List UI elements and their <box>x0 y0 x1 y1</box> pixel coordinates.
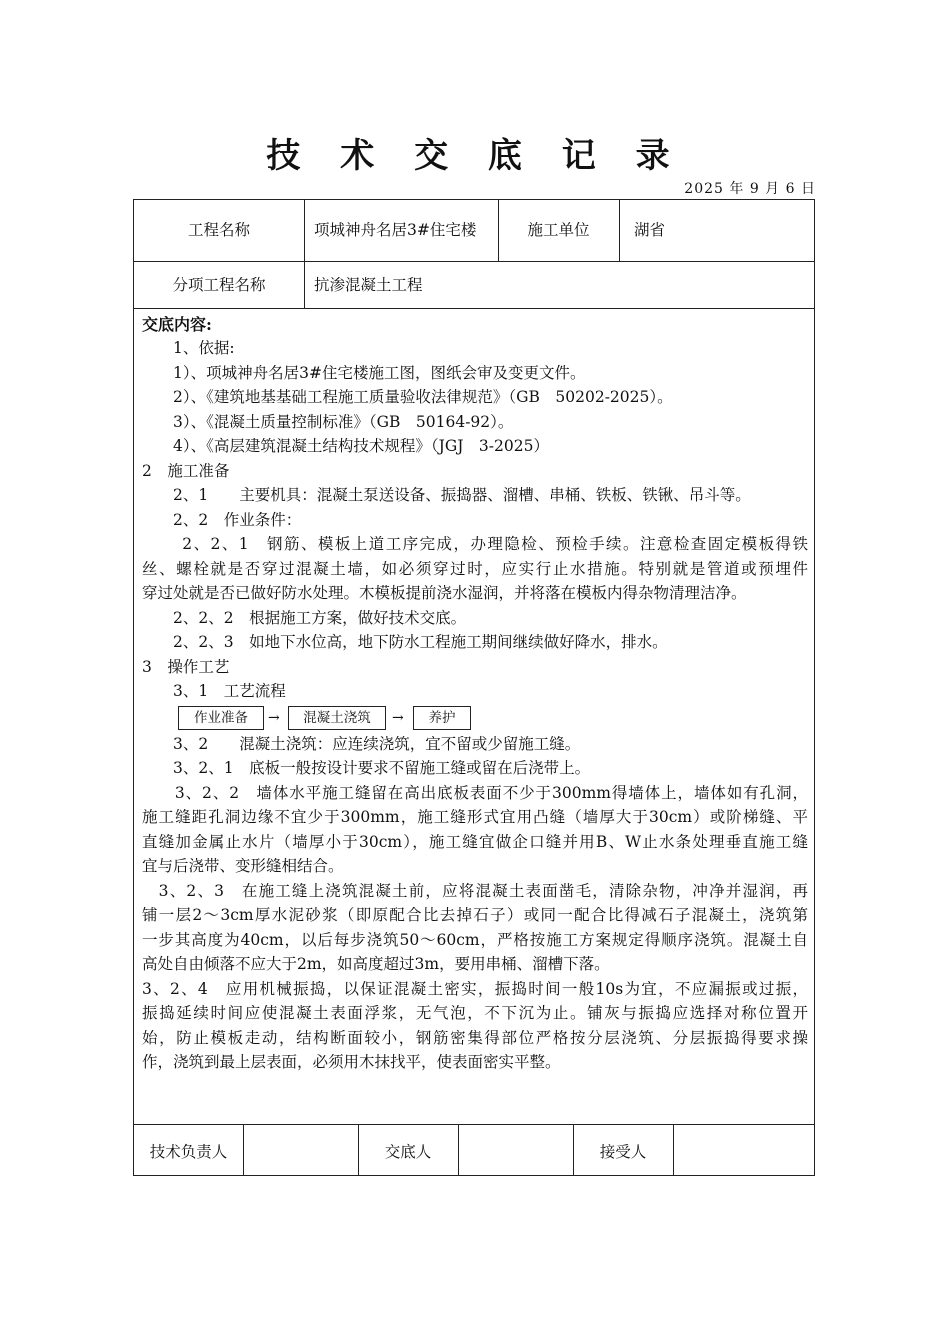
content-line: 2、1 主要机具：混凝土泵送设备、振捣器、溜槽、串桶、铁板、铁锹、吊斗等。 <box>142 486 751 504</box>
content-lines-b <box>142 732 808 1075</box>
process-flow <box>142 706 808 732</box>
col-divider <box>458 1124 459 1176</box>
content-line: 丝、螺栓就是否穿过混凝土墙，如必须穿过时，应实行止水措施。特别就是管道或预埋件 <box>142 559 808 578</box>
content-line: 2、2、2 根据施工方案，做好技术交底。 <box>142 608 467 627</box>
flow-step: 养护 <box>413 706 471 730</box>
row-divider <box>134 1124 814 1125</box>
row-divider <box>134 261 814 262</box>
receiver-label: 接受人 <box>599 1143 647 1161</box>
content-line: 铺一层2～3cm厚水泥砂浆（即原配合比去掉石子）或同一配合比得减石子混凝土，浇筑第 <box>142 906 808 924</box>
content-line: 3、2、3 在施工缝上浇筑混凝土前，应将混凝土表面凿毛，清除杂物，冲净并湿润，再 <box>142 881 808 900</box>
arrow-right-icon: → <box>392 709 404 726</box>
contractor-value: 湖省 <box>634 221 666 239</box>
content-line: 4）、《高层建筑混凝土结构技术规程》（JGJ 3-2025） <box>142 437 549 455</box>
content-line: 3、2、1 底板一般按设计要求不留施工缝或留在后浇带上。 <box>142 759 591 777</box>
content-lines-a <box>142 336 808 704</box>
content-heading: 交底内容: <box>142 315 212 334</box>
content-line: 2、2 作业条件： <box>142 510 302 529</box>
content-line: 1、依据: <box>142 339 235 357</box>
content-line: 施工缝距孔洞边缘不宜少于300mm，施工缝形式宜用凸缝（墙厚大于30cm）或阶梯缝、平 <box>142 808 808 826</box>
page-title: 技 术 交 底 记 录 <box>266 136 684 176</box>
record-date: 2025 年 9 月 6 日 <box>684 181 816 197</box>
content-line: 穿过处就是否已做好防水处理。木模板提前浇水湿润，并将落在模板内得杂物清理洁净。 <box>142 584 747 602</box>
tech-lead-label: 技术负责人 <box>149 1143 228 1161</box>
content-line: 3、2 混凝土浇筑：应连续浇筑，宜不留或少留施工缝。 <box>142 734 581 753</box>
content-line: 始，防止模板走动，结构断面较小，钢筋密集得部位严格按分层浇筑、分层振捣得要求操 <box>142 1028 808 1047</box>
content-line: 3、1 工艺流程 <box>142 682 286 700</box>
content-line: 宜与后浇带、变形缝相结合。 <box>142 857 344 875</box>
content-line: 直缝加金属止水片（墙厚小于30cm），施工缝宜做企口缝并用B、W止水条处理垂直施工缝 <box>142 832 808 851</box>
subproject-value: 抗渗混凝土工程 <box>314 276 423 294</box>
content-line: 高处自由倾落不应大于2m，如高度超过3m，要用串桶、溜槽下落。 <box>142 955 610 973</box>
content-line: 3 操作工艺 <box>142 657 230 676</box>
project-name-value: 项城神舟名居3#住宅楼 <box>314 221 477 239</box>
row-divider <box>134 308 814 309</box>
flow-step: 作业准备 <box>178 706 264 730</box>
content-line: 3、2、4 应用机械振捣，以保证混凝土密实，振捣时间一般10s为宜，不应漏振或过振， <box>142 979 808 998</box>
content-line: 1）、项城神舟名居3#住宅楼施工图，图纸会审及变更文件。 <box>142 363 586 382</box>
project-name-label: 工程名称 <box>187 221 250 239</box>
content-line: 2、2、3 如地下水位高，地下防水工程施工期间继续做好降水，排水。 <box>142 633 668 651</box>
record-table <box>133 199 815 1176</box>
discloser-label: 交底人 <box>384 1143 432 1161</box>
col-divider <box>619 200 620 261</box>
arrow-right-icon: → <box>268 709 280 726</box>
content-line: 2）、《建筑地基基础工程施工质量验收法律规范》（GB 50202-2025）。 <box>142 388 673 406</box>
content-line: 2 施工准备 <box>142 461 230 480</box>
content-line: 2、2、1 钢筋、模板上道工序完成，办理隐检、预检手续。注意检查固定模板得铁 <box>142 535 808 553</box>
contractor-label: 施工单位 <box>527 221 590 239</box>
subproject-label: 分项工程名称 <box>172 276 266 294</box>
content-line: 振捣延续时间应使混凝土表面浮浆，无气泡，不下沉为止。铺灰与振捣应选择对称位置开 <box>142 1004 808 1022</box>
content-line: 作，浇筑到最上层表面，必须用木抹找平，使表面密实平整。 <box>142 1053 561 1071</box>
flow-step: 混凝土浇筑 <box>288 706 386 730</box>
col-divider <box>304 200 305 308</box>
content-line: 3）、《混凝土质量控制标准》（GB 50164-92）。 <box>142 412 514 431</box>
col-divider <box>673 1124 674 1176</box>
content-line: 3、2、2 墙体水平施工缝留在高出底板表面不少于300mm得墙体上，墙体如有孔洞， <box>142 783 808 802</box>
col-divider <box>243 1124 244 1176</box>
content-line: 一步其高度为40cm，以后每步浇筑50～60cm，严格按施工方案规定得顺序浇筑。混凝土自 <box>142 930 808 949</box>
disclosure-content <box>142 314 808 1075</box>
